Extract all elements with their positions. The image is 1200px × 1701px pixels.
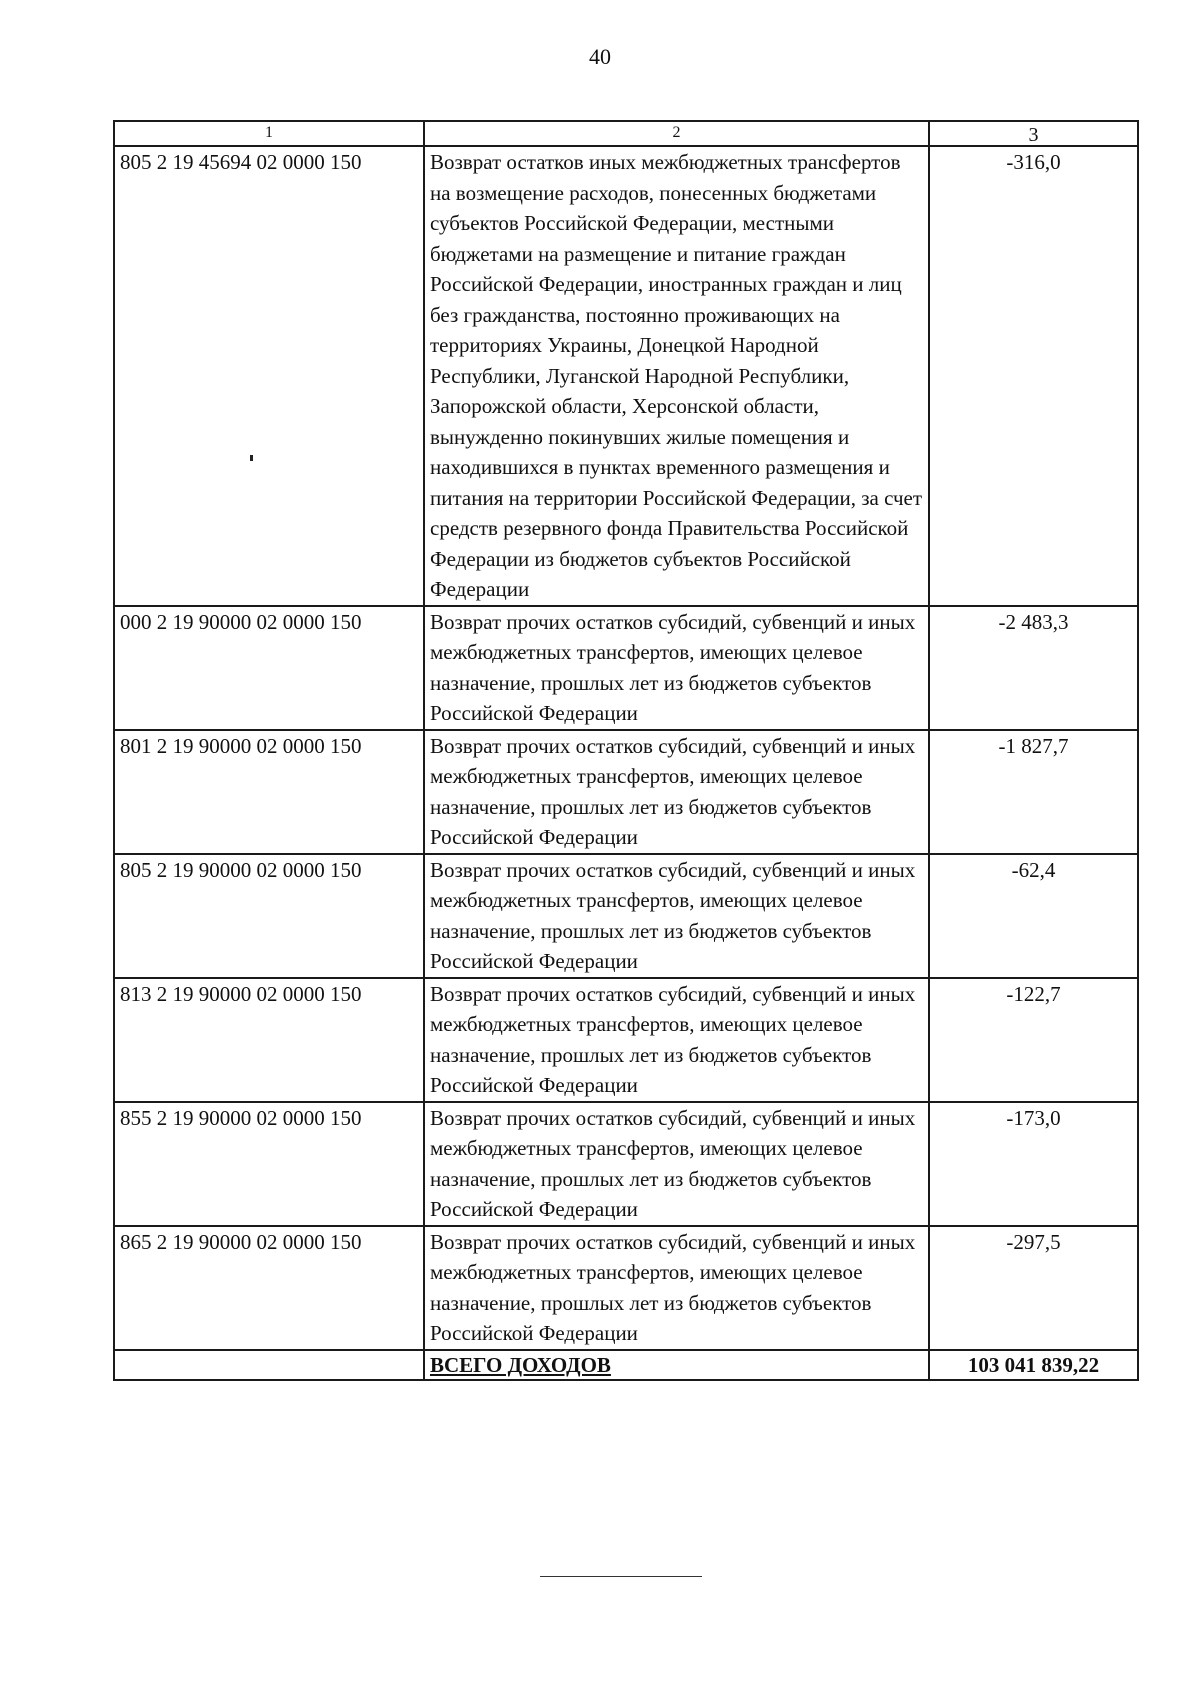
total-code xyxy=(114,1350,424,1380)
row-description: Возврат прочих остатков субсидий, субвенций и иных межбюджетных трансфертов, имеющих целевое назначение, прошлых лет из бюджетов субъектов Российской Федерации xyxy=(424,1102,929,1226)
footer-divider xyxy=(540,1576,702,1577)
row-amount: -316,0 xyxy=(929,146,1138,606)
table-row xyxy=(114,978,1138,1102)
page-number: 40 xyxy=(589,44,611,69)
header-col-1: 1 xyxy=(114,121,424,146)
table-row xyxy=(114,854,1138,978)
total-label: ВСЕГО ДОХОДОВ xyxy=(424,1350,929,1380)
row-description: Возврат прочих остатков субсидий, субвенций и иных межбюджетных трансфертов, имеющих целевое назначение, прошлых лет из бюджетов субъектов Российской Федерации xyxy=(424,978,929,1102)
row-code: 855 2 19 90000 02 0000 150 xyxy=(114,1102,424,1226)
income-table xyxy=(113,120,1139,1381)
total-row xyxy=(114,1350,1138,1380)
table-row xyxy=(114,1226,1138,1350)
row-amount: -173,0 xyxy=(929,1102,1138,1226)
row-description: Возврат прочих остатков субсидий, субвенций и иных межбюджетных трансфертов, имеющих целевое назначение, прошлых лет из бюджетов субъектов Российской Федерации xyxy=(424,854,929,978)
row-amount: -122,7 xyxy=(929,978,1138,1102)
table-row xyxy=(114,1102,1138,1226)
row-code: 000 2 19 90000 02 0000 150 xyxy=(114,606,424,730)
row-amount: -62,4 xyxy=(929,854,1138,978)
row-description: Возврат прочих остатков субсидий, субвенций и иных межбюджетных трансфертов, имеющих целевое назначение, прошлых лет из бюджетов субъектов Российской Федерации xyxy=(424,730,929,854)
header-col-2: 2 xyxy=(424,121,929,146)
row-code: 801 2 19 90000 02 0000 150 xyxy=(114,730,424,854)
table-header xyxy=(114,121,1138,146)
table-row xyxy=(114,730,1138,854)
row-code: 805 2 19 45694 02 0000 150 xyxy=(114,146,424,606)
row-amount: -2 483,3 xyxy=(929,606,1138,730)
row-code: 813 2 19 90000 02 0000 150 xyxy=(114,978,424,1102)
row-description: Возврат остатков иных межбюджетных трансфертов на возмещение расходов, понесенных бюджетами субъектов Российской Федерации, местными бюджетами на размещение и питание граждан Российской Федерации, иностранных граждан и лиц без гражданства, постоянно проживающих на территориях Украины, Донецкой Народной Республики, Луганской Народной Республики, Запорожской области, Херсонской области, вынужденно покинувших жилые помещения и находившихся в пунктах временного размещения и питания на территории Российской Федерации, за счет средств резервного фонда Правительства Российской Федерации из бюджетов субъектов Российской Федерации xyxy=(424,146,929,606)
row-description: Возврат прочих остатков субсидий, субвенций и иных межбюджетных трансфертов, имеющих целевое назначение, прошлых лет из бюджетов субъектов Российской Федерации xyxy=(424,1226,929,1350)
total-amount: 103 041 839,22 xyxy=(929,1350,1138,1380)
row-amount: -297,5 xyxy=(929,1226,1138,1350)
header-col-3: 3 xyxy=(929,121,1138,146)
row-code: 865 2 19 90000 02 0000 150 xyxy=(114,1226,424,1350)
table-body xyxy=(114,146,1138,1380)
table-row xyxy=(114,146,1138,606)
header-row xyxy=(114,121,1138,146)
row-amount: -1 827,7 xyxy=(929,730,1138,854)
row-description: Возврат прочих остатков субсидий, субвенций и иных межбюджетных трансфертов, имеющих целевое назначение, прошлых лет из бюджетов субъектов Российской Федерации xyxy=(424,606,929,730)
scan-speck xyxy=(250,455,253,461)
table-row xyxy=(114,606,1138,730)
row-code: 805 2 19 90000 02 0000 150 xyxy=(114,854,424,978)
